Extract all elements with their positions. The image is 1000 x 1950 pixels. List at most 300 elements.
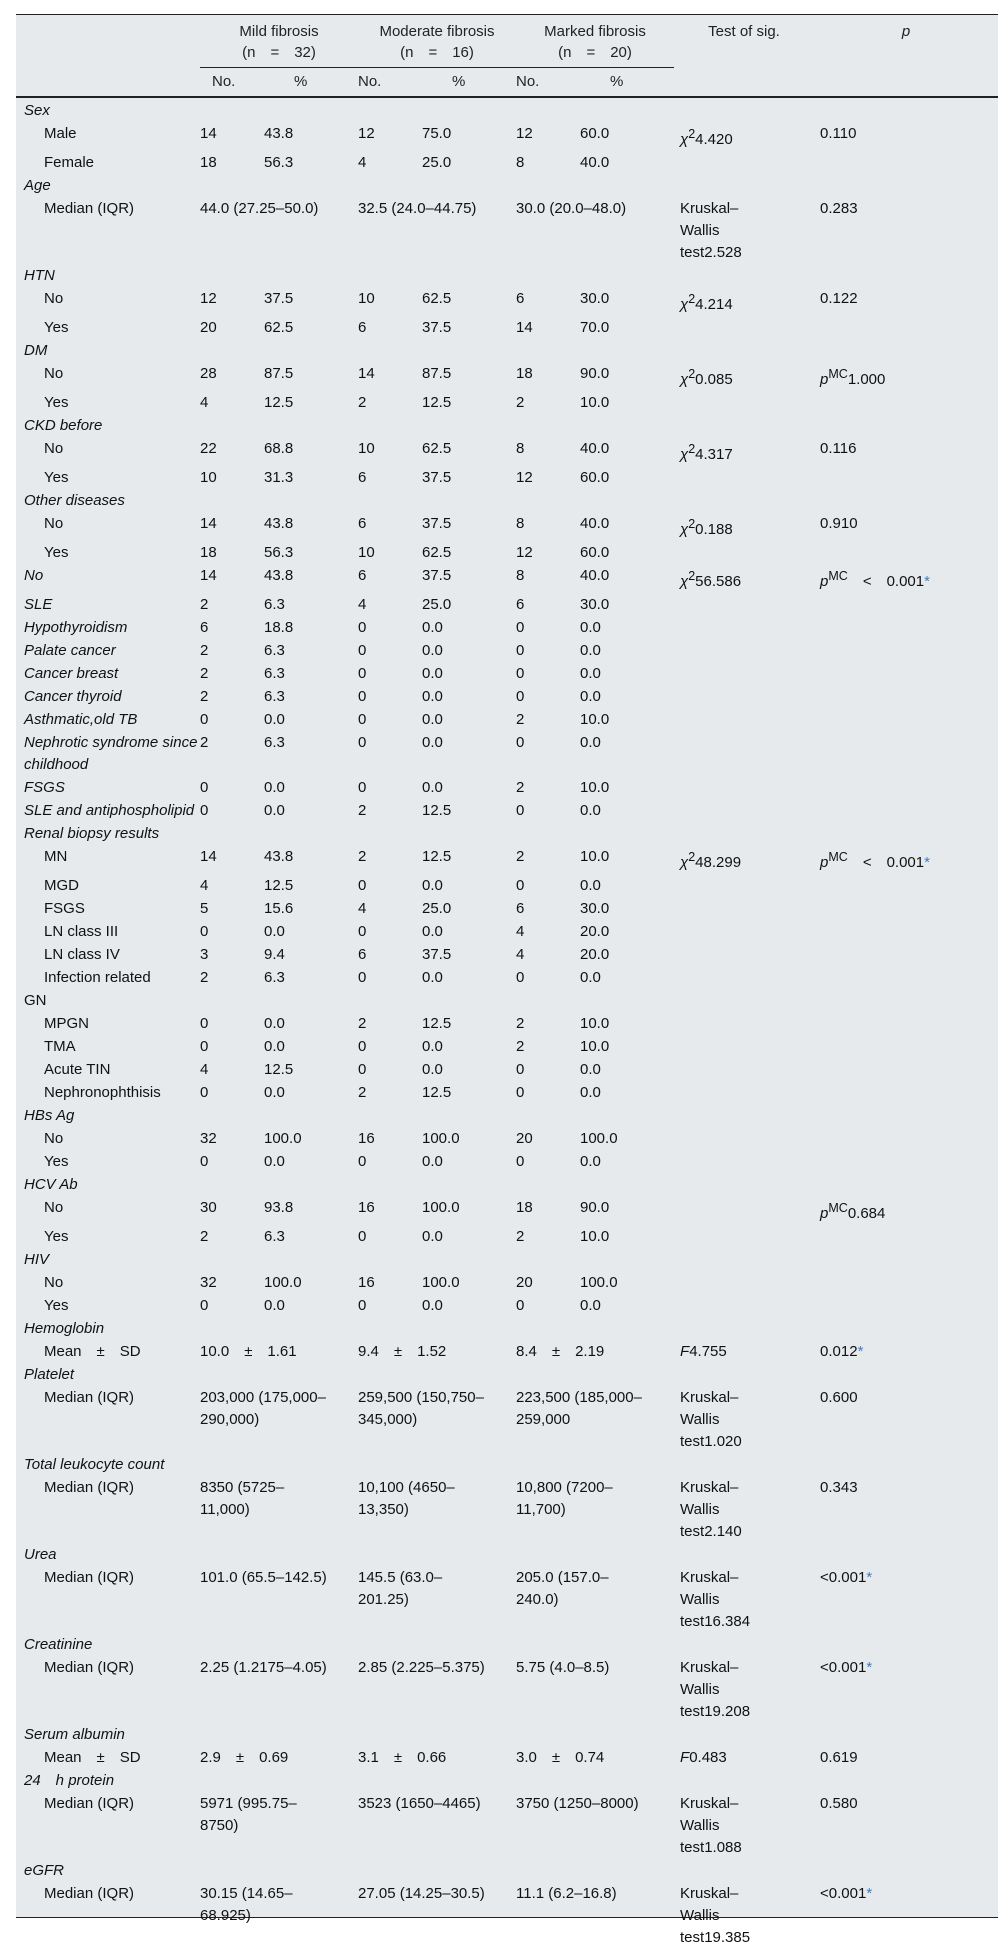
group-name: Marked fibrosis [544, 23, 646, 40]
superscript: 2 [688, 442, 696, 456]
test-of-sig-cell: $\chi^256.586$ [680, 569, 742, 590]
table-row [16, 288, 998, 317]
count-cell: 4 [358, 900, 367, 917]
test-of-sig-cell [674, 1272, 814, 1295]
count-cell: 0 [358, 1228, 367, 1245]
table-row [16, 709, 998, 732]
count-cell: 2 [516, 711, 525, 728]
table-row [16, 875, 998, 898]
percent-cell: 0.0 [422, 711, 443, 728]
count-cell: 18 [200, 154, 217, 171]
percent-cell: 0.0 [422, 779, 443, 796]
percent-cell: 0.0 [580, 1297, 601, 1314]
table-container [16, 14, 998, 1946]
percent-cell: 0.0 [422, 1153, 443, 1170]
test-of-sig-cell: Kruskal–Wallis test1.088 [680, 1795, 742, 1856]
table-row [16, 686, 998, 709]
group-value-cell: 10.0 ± 1.61 [200, 1343, 297, 1360]
table-row [16, 1059, 998, 1082]
test-of-sig-cell [674, 1151, 814, 1174]
p-value-cell [814, 898, 998, 921]
p-value-cell [814, 1226, 998, 1249]
group-value-cell: 9.4 ± 1.52 [358, 1343, 447, 1360]
test-of-sig-cell [674, 709, 814, 732]
f-symbol: F [680, 1749, 690, 1766]
test-of-sig-cell [674, 1226, 814, 1249]
percent-cell: 43.8 [264, 515, 294, 532]
significance-star: * [866, 1569, 873, 1586]
row-label: Platelet [24, 1366, 75, 1383]
p-value-cell [814, 640, 998, 663]
count-cell: 0 [200, 779, 209, 796]
p-value-cell [814, 732, 998, 777]
p-value-cell [814, 1013, 998, 1036]
test-of-sig-cell [674, 1082, 814, 1105]
empty-cell [200, 1249, 998, 1272]
superscript: 2 [688, 850, 696, 864]
count-cell: 16 [358, 1130, 375, 1147]
superscript: MC [828, 850, 848, 864]
table-row [16, 1197, 998, 1226]
count-cell: 0 [516, 877, 525, 894]
percent-cell: 30.0 [580, 900, 610, 917]
percent-cell: 68.8 [264, 440, 294, 457]
table-row [16, 392, 998, 415]
table-row [16, 594, 998, 617]
count-cell: 0 [200, 711, 209, 728]
group-value-cell: 3.0 ± 0.74 [516, 1749, 605, 1766]
count-cell: 0 [358, 969, 367, 986]
header-empty-cell [16, 15, 200, 68]
percent-cell: 6.3 [264, 642, 285, 659]
count-cell: 0 [516, 642, 525, 659]
percent-cell: 10.0 [580, 1038, 610, 1055]
count-cell: 6 [358, 515, 367, 532]
test-of-sig-cell: Kruskal–Wallis test19.208 [680, 1659, 751, 1720]
row-label: FSGS [44, 900, 85, 917]
p-value-cell [814, 1059, 998, 1082]
table-row [16, 1793, 998, 1860]
table-row [16, 617, 998, 640]
test-of-sig-cell: F4.755 [680, 1343, 727, 1360]
row-label: Yes [44, 544, 69, 561]
p-value-cell [814, 594, 998, 617]
table-row [16, 1082, 998, 1105]
count-cell: 0 [200, 1084, 209, 1101]
percent-cell: 12.5 [422, 1015, 452, 1032]
chi-symbol: χ [680, 371, 689, 388]
group-value-cell: 2.85 (2.225–5.375) [358, 1659, 485, 1676]
row-label: HTN [24, 267, 55, 284]
p-value-cell [814, 152, 998, 175]
p-value-cell [814, 686, 998, 709]
count-cell: 0 [200, 1297, 209, 1314]
p-value-cell: $p^{MC}0.684$ [820, 1201, 886, 1222]
percent-cell: 12.5 [264, 1061, 294, 1078]
row-label: Median (IQR) [44, 1569, 135, 1586]
count-cell: 14 [516, 319, 533, 336]
count-cell: 16 [358, 1199, 375, 1216]
p-value-cell [814, 617, 998, 640]
count-cell: 2 [358, 802, 367, 819]
count-cell: 2 [516, 1015, 525, 1032]
table-row [16, 542, 998, 565]
percent-cell: 93.8 [264, 1199, 294, 1216]
percent-cell: 12.5 [264, 877, 294, 894]
test-of-sig-cell [674, 686, 814, 709]
percent-cell: 75.0 [422, 125, 452, 142]
count-cell: 2 [200, 596, 209, 613]
p-value-cell: 0.910 [820, 515, 858, 532]
percent-cell: 0.0 [580, 877, 601, 894]
count-cell: 0 [358, 877, 367, 894]
header-test-of-sig: Test of sig. [708, 23, 780, 40]
count-cell: 20 [516, 1130, 533, 1147]
percent-cell: 0.0 [422, 877, 443, 894]
table-row [16, 1364, 998, 1387]
percent-cell: 6.3 [264, 596, 285, 613]
table-row [16, 198, 998, 265]
test-of-sig-cell: $\chi^248.299$ [680, 850, 742, 871]
row-label: Acute TIN [44, 1061, 111, 1078]
group-value-cell: 8350 (5725–11,000) [200, 1479, 285, 1518]
count-cell: 0 [200, 802, 209, 819]
percent-cell: 100.0 [422, 1130, 460, 1147]
table-body [16, 97, 998, 1950]
count-cell: 0 [516, 1084, 525, 1101]
test-of-sig-cell [674, 1059, 814, 1082]
group-value-cell: 44.0 (27.25–50.0) [200, 200, 319, 217]
percent-cell: 25.0 [422, 154, 452, 171]
superscript: MC [828, 1201, 848, 1215]
count-cell: 8 [516, 440, 525, 457]
empty-cell [200, 1724, 998, 1747]
percent-cell: 100.0 [264, 1130, 302, 1147]
table-row [16, 777, 998, 800]
p-symbol: p [820, 573, 829, 590]
row-label: Sex [24, 102, 50, 119]
test-of-sig-cell [674, 921, 814, 944]
percent-cell: 30.0 [580, 290, 610, 307]
count-cell: 12 [200, 290, 217, 307]
row-label: No [44, 290, 64, 307]
percent-cell: 9.4 [264, 946, 285, 963]
test-of-sig-cell: $\chi^20.188$ [680, 517, 733, 538]
superscript: MC [828, 569, 848, 583]
header-pct: % [264, 68, 358, 98]
table-row [16, 1477, 998, 1544]
superscript: 2 [688, 127, 696, 141]
percent-cell: 10.0 [580, 1015, 610, 1032]
table-row [16, 846, 998, 875]
p-value-cell [814, 709, 998, 732]
header-p: p [901, 23, 911, 40]
superscript: 2 [688, 292, 696, 306]
count-cell: 0 [358, 688, 367, 705]
percent-cell: 56.3 [264, 544, 294, 561]
count-cell: 6 [358, 946, 367, 963]
percent-cell: 6.3 [264, 969, 285, 986]
row-label: Yes [44, 1153, 69, 1170]
count-cell: 0 [516, 802, 525, 819]
table-row [16, 1544, 998, 1567]
p-value-cell: 0.619 [820, 1749, 858, 1766]
count-cell: 2 [200, 1228, 209, 1245]
count-cell: 4 [516, 923, 525, 940]
table-row [16, 1249, 998, 1272]
percent-cell: 20.0 [580, 923, 610, 940]
percent-cell: 15.6 [264, 900, 294, 917]
row-label: HCV Ab [24, 1176, 78, 1193]
count-cell: 2 [200, 969, 209, 986]
percent-cell: 0.0 [264, 711, 285, 728]
percent-cell: 90.0 [580, 1199, 610, 1216]
p-value-cell: 0.012* [820, 1343, 864, 1360]
group-value-cell: 203,000 (175,000–290,000) [200, 1389, 326, 1428]
percent-cell: 37.5 [422, 469, 452, 486]
empty-cell [200, 97, 998, 123]
group-value-cell: 5971 (995.75–8750) [200, 1795, 297, 1834]
row-label: Median (IQR) [44, 1795, 135, 1812]
count-cell: 5 [200, 900, 209, 917]
p-value-cell [814, 1295, 998, 1318]
percent-cell: 0.0 [580, 1084, 601, 1101]
percent-cell: 18.8 [264, 619, 294, 636]
row-label: No [44, 515, 64, 532]
group-value-cell: 3750 (1250–8000) [516, 1795, 639, 1812]
percent-cell: 10.0 [580, 848, 610, 865]
count-cell: 2 [200, 665, 209, 682]
row-label: Yes [44, 469, 69, 486]
percent-cell: 0.0 [422, 1061, 443, 1078]
test-of-sig-cell [674, 1128, 814, 1151]
percent-cell: 0.0 [264, 1015, 285, 1032]
group-value-cell: 101.0 (65.5–142.5) [200, 1569, 327, 1586]
percent-cell: 0.0 [264, 779, 285, 796]
test-of-sig-cell: Kruskal–Wallis test19.385 [680, 1885, 751, 1946]
test-of-sig-cell [674, 800, 814, 823]
header-empty-cell [814, 68, 998, 98]
row-label: Hemoglobin [24, 1320, 105, 1337]
p-symbol: p [820, 371, 829, 388]
row-label: Yes [44, 394, 69, 411]
row-label: TMA [44, 1038, 76, 1055]
percent-cell: 62.5 [264, 319, 294, 336]
percent-cell: 100.0 [422, 1199, 460, 1216]
p-value-cell: 0.110 [820, 125, 857, 142]
percent-cell: 60.0 [580, 469, 610, 486]
percent-cell: 43.8 [264, 567, 294, 584]
test-of-sig-cell [674, 875, 814, 898]
count-cell: 2 [516, 848, 525, 865]
percent-cell: 0.0 [422, 688, 443, 705]
count-cell: 6 [358, 319, 367, 336]
group-value-cell: 3.1 ± 0.66 [358, 1749, 447, 1766]
percent-cell: 0.0 [580, 642, 601, 659]
test-of-sig-cell [674, 967, 814, 990]
p-value-cell [814, 467, 998, 490]
count-cell: 6 [516, 900, 525, 917]
count-cell: 0 [200, 1038, 209, 1055]
test-of-sig-cell [674, 1036, 814, 1059]
table-row [16, 1151, 998, 1174]
group-value-cell: 30.0 (20.0–48.0) [516, 200, 627, 217]
header-row-subcols [16, 68, 998, 98]
group-value-cell: 223,500 (185,000–259,000 [516, 1389, 642, 1428]
percent-cell: 0.0 [264, 1297, 285, 1314]
count-cell: 28 [200, 365, 217, 382]
row-label: SLE and antiphospholipid [24, 802, 195, 819]
empty-cell [200, 1634, 998, 1657]
row-label: Nephrotic syndrome since childhood [24, 734, 198, 773]
test-of-sig-cell [674, 617, 814, 640]
row-label: No [44, 365, 64, 382]
percent-cell: 0.0 [264, 1084, 285, 1101]
count-cell: 8 [516, 567, 525, 584]
p-value-cell: 0.283 [820, 200, 858, 217]
p-value-cell [814, 921, 998, 944]
p-symbol: p [820, 1205, 829, 1222]
percent-cell: 37.5 [422, 567, 452, 584]
count-cell: 6 [358, 567, 367, 584]
count-cell: 2 [358, 394, 367, 411]
row-label: eGFR [24, 1862, 65, 1879]
significance-star: * [857, 1343, 864, 1360]
test-of-sig-cell: Kruskal–Wallis test2.140 [680, 1479, 742, 1540]
row-label: Nephronophthisis [44, 1084, 161, 1101]
group-value-cell: 11.1 (6.2–16.8) [516, 1885, 617, 1902]
p-value-cell [814, 1128, 998, 1151]
percent-cell: 20.0 [580, 946, 610, 963]
row-label: No [44, 1199, 64, 1216]
header-pct: % [422, 68, 516, 98]
percent-cell: 0.0 [264, 802, 285, 819]
percent-cell: 0.0 [422, 1297, 443, 1314]
row-label: LN class III [44, 923, 119, 940]
count-cell: 0 [516, 619, 525, 636]
percent-cell: 0.0 [422, 665, 443, 682]
count-cell: 12 [516, 125, 533, 142]
table-row [16, 1295, 998, 1318]
percent-cell: 0.0 [580, 619, 601, 636]
percent-cell: 60.0 [580, 544, 610, 561]
table-row [16, 513, 998, 542]
superscript: 2 [688, 367, 696, 381]
percent-cell: 87.5 [422, 365, 452, 382]
percent-cell: 43.8 [264, 848, 294, 865]
percent-cell: 10.0 [580, 1228, 610, 1245]
percent-cell: 25.0 [422, 900, 452, 917]
table-row [16, 1272, 998, 1295]
header-no: No. [358, 68, 422, 98]
header-no: No. [516, 68, 580, 98]
row-label: Serum albumin [24, 1726, 125, 1743]
table-row [16, 123, 998, 152]
group-n: (n = 20) [558, 44, 632, 61]
count-cell: 2 [516, 779, 525, 796]
significance-star: * [924, 854, 930, 871]
table-row [16, 663, 998, 686]
percent-cell: 37.5 [422, 946, 452, 963]
row-label: MPGN [44, 1015, 89, 1032]
percent-cell: 0.0 [422, 1038, 443, 1055]
count-cell: 0 [516, 969, 525, 986]
count-cell: 2 [200, 642, 209, 659]
percent-cell: 6.3 [264, 1228, 285, 1245]
group-value-cell: 8.4 ± 2.19 [516, 1343, 605, 1360]
row-label: HIV [24, 1251, 50, 1268]
percent-cell: 40.0 [580, 515, 610, 532]
test-of-sig-cell [674, 1013, 814, 1036]
empty-cell [200, 175, 998, 198]
table-row [16, 565, 998, 594]
percent-cell: 90.0 [580, 365, 610, 382]
percent-cell: 62.5 [422, 440, 452, 457]
empty-cell [200, 1318, 998, 1341]
group-value-cell: 30.15 (14.65–68.925) [200, 1885, 293, 1924]
percent-cell: 0.0 [580, 969, 601, 986]
percent-cell: 0.0 [422, 619, 443, 636]
count-cell: 32 [200, 1274, 217, 1291]
empty-cell [200, 1105, 998, 1128]
row-label: Hypothyroidism [24, 619, 128, 636]
percent-cell: 12.5 [422, 802, 452, 819]
table-row [16, 340, 998, 363]
row-label: Median (IQR) [44, 1659, 135, 1676]
table-row [16, 1226, 998, 1249]
count-cell: 0 [358, 665, 367, 682]
count-cell: 30 [200, 1199, 217, 1216]
count-cell: 18 [516, 365, 533, 382]
count-cell: 20 [200, 319, 217, 336]
count-cell: 14 [358, 365, 375, 382]
test-of-sig-cell [674, 467, 814, 490]
superscript: MC [828, 367, 848, 381]
count-cell: 14 [200, 848, 217, 865]
count-cell: 2 [358, 1084, 367, 1101]
count-cell: 0 [358, 734, 367, 751]
percent-cell: 0.0 [580, 1153, 601, 1170]
table-row [16, 990, 998, 1013]
p-value-cell: 0.116 [820, 440, 857, 457]
count-cell: 10 [358, 440, 375, 457]
percent-cell: 6.3 [264, 688, 285, 705]
p-value-cell: $p^{MC}1.000$ [820, 367, 886, 388]
count-cell: 4 [516, 946, 525, 963]
row-label: Cancer thyroid [24, 688, 122, 705]
count-cell: 14 [200, 515, 217, 532]
row-label: Median (IQR) [44, 1885, 135, 1902]
count-cell: 0 [358, 1038, 367, 1055]
row-label: Mean ± SD [44, 1749, 141, 1766]
table-row [16, 921, 998, 944]
percent-cell: 43.8 [264, 125, 294, 142]
percent-cell: 6.3 [264, 734, 285, 751]
table-row [16, 415, 998, 438]
fibrosis-comparison-table [16, 15, 998, 1950]
percent-cell: 100.0 [422, 1274, 460, 1291]
f-symbol: F [680, 1343, 690, 1360]
header-pct: % [580, 68, 674, 98]
row-label: MGD [44, 877, 79, 894]
chi-symbol: χ [680, 854, 689, 871]
percent-cell: 10.0 [580, 779, 610, 796]
row-label: LN class IV [44, 946, 120, 963]
test-of-sig-cell [674, 898, 814, 921]
count-cell: 8 [516, 515, 525, 532]
table-row [16, 363, 998, 392]
test-of-sig-cell [674, 392, 814, 415]
